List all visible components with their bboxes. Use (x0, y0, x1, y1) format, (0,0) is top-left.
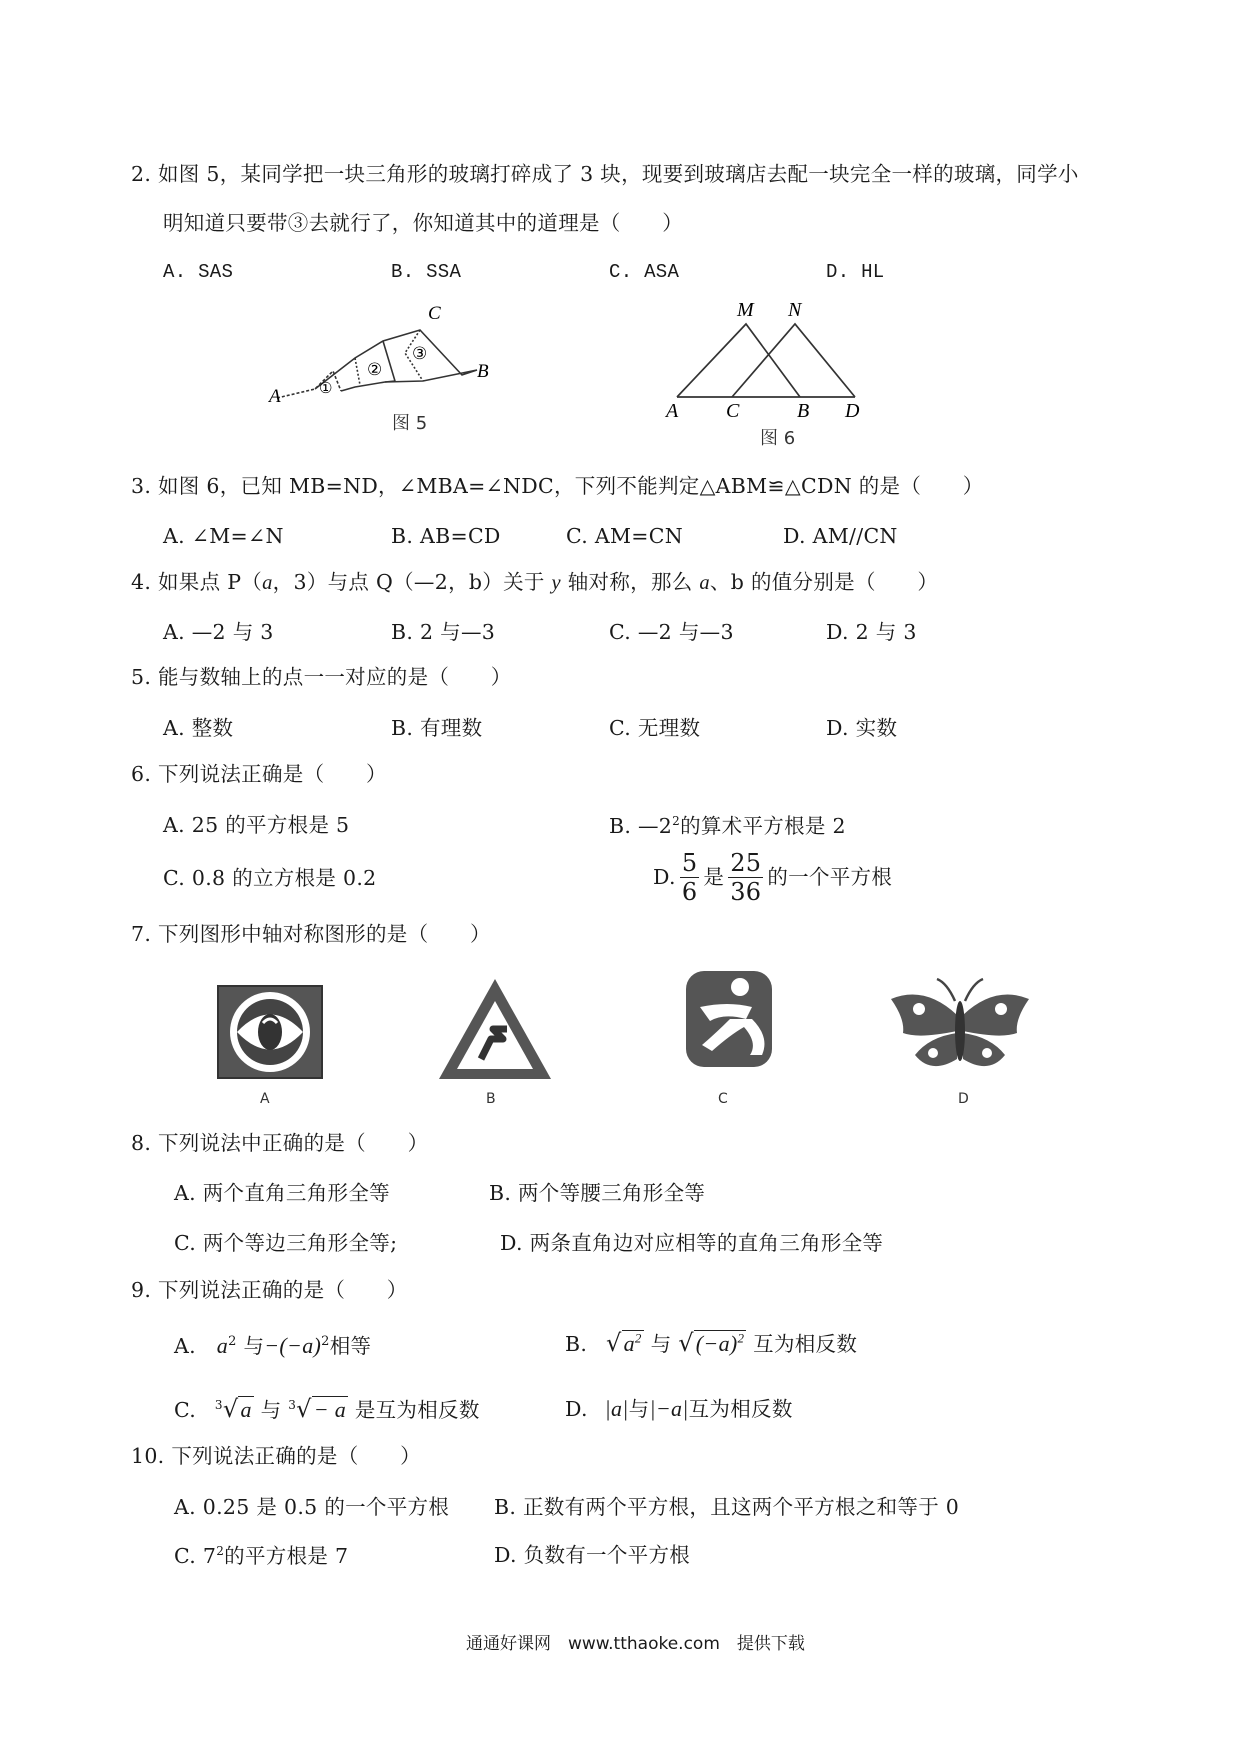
q5-stem: 5. 能与数轴上的点一一对应的是（ ） (131, 665, 512, 689)
q4-option-a: A. —2 与 3 (163, 620, 274, 644)
q10-c-pre: C. 7 (174, 1543, 217, 1568)
q9-b-sqrt2-sup: 2 (737, 1330, 745, 1346)
q6-option-b-pre: B. —2 (609, 813, 673, 838)
q4-stem (131, 572, 938, 594)
q9-b-sqrt1-a: a (623, 1331, 635, 1356)
q9-stem: 9. 下列说法正确的是（ ） (131, 1278, 408, 1302)
q2-option-b: B. SSA (391, 261, 462, 283)
fig5-caption: 图 5 (392, 413, 428, 434)
q8-option-b: B. 两个等腰三角形全等 (489, 1181, 706, 1205)
q9-option-a (174, 1335, 371, 1357)
q9-c-mid: 与 (260, 1398, 282, 1422)
q4-stem-part4: 、b 的值分别是（ ） (709, 570, 939, 594)
q6-option-a: A. 25 的平方根是 5 (163, 813, 350, 837)
fig6-label-d: D (845, 400, 860, 421)
q6-fraction-25-36 (728, 848, 763, 906)
q2-option-d: D. HL (826, 261, 885, 283)
q2-stem-line1: 2. 如图 5，某同学把一块三角形的玻璃打碎成了 3 块，现要到玻璃店去配一块完全一样的玻璃，同学小 (131, 162, 1079, 186)
fig6-caption: 图 6 (760, 428, 796, 449)
q9-c-root2: − a (313, 1397, 346, 1422)
q7-label-c: C (718, 1091, 728, 1107)
q7-label-b: B (486, 1091, 496, 1107)
q9-b-pre: B. (565, 1332, 588, 1356)
q6-option-d (653, 847, 892, 907)
q7-image-a-emblem (215, 983, 325, 1081)
q9-d-post: 互为相反数 (688, 1397, 793, 1421)
q9-b-sqrt1 (622, 1330, 644, 1356)
q4-stem-part1: 4. 如果点 P（ (131, 570, 263, 594)
q10-option-c (174, 1545, 348, 1566)
q6-frac2-den: 36 (730, 877, 762, 906)
q6-frac2-num: 25 (730, 848, 762, 877)
q7-image-c-emblem (680, 963, 780, 1073)
q3-option-d: D. AM//CN (783, 524, 898, 548)
q9-a-post: 相等 (329, 1334, 372, 1358)
q4-option-b: B. 2 与—3 (391, 620, 496, 644)
fig6-label-m: M (737, 299, 754, 321)
q8-stem: 8. 下列说法中正确的是（ ） (131, 1131, 429, 1155)
q9-c-index1: 3 (214, 1398, 223, 1413)
q8-option-a: A. 两个直角三角形全等 (174, 1181, 390, 1205)
figure-5-broken-triangle (255, 295, 505, 435)
q2-stem-line2: 明知道只要带③去就行了，你知道其中的道理是（ ） (163, 211, 683, 235)
q5-option-d: D. 实数 (826, 716, 898, 740)
q7-image-d-butterfly (885, 975, 1035, 1083)
q10-option-b: B. 正数有两个平方根，且这两个平方根之和等于 0 (494, 1495, 960, 1519)
q9-c-root1: a (240, 1397, 252, 1422)
fig5-piece-2: ② (367, 360, 383, 379)
q9-c-post: 是互为相反数 (354, 1398, 480, 1422)
fig6-label-b: B (797, 400, 810, 421)
figure-6-triangles (660, 296, 870, 421)
q2-option-c: C. ASA (609, 261, 680, 283)
q7-image-b-warning-sign (435, 975, 555, 1083)
fig5-label-a: A (269, 386, 281, 407)
fig5-label-b: B (477, 361, 489, 382)
q9-d-pre: D. (565, 1397, 588, 1421)
q4-var-a2: a (699, 572, 710, 594)
q10-c-post: 的平方根是 7 (224, 1543, 349, 1568)
fig6-label-a: A (666, 400, 679, 421)
q4-option-c: C. —2 与—3 (609, 620, 734, 644)
q8-option-c: C. 两个等边三角形全等; (174, 1231, 398, 1255)
q9-b-sqrt2 (694, 1330, 747, 1356)
q9-b-mid: 与 (650, 1332, 672, 1356)
q9-a-var: a (216, 1333, 229, 1358)
q4-stem-part3: 轴对称，那么 (560, 570, 700, 594)
q9-a-expr: −(−a) (264, 1333, 322, 1358)
q9-option-d (565, 1398, 793, 1420)
q9-b-sqrt2-expr: (−a) (695, 1331, 738, 1356)
q6-option-b (609, 815, 846, 836)
fig5-label-c: C (428, 303, 441, 324)
q4-var-a: a (262, 572, 273, 594)
q4-option-d: D. 2 与 3 (826, 620, 917, 644)
q6-option-b-post: 的算术平方根是 2 (680, 813, 846, 838)
q9-c-index2: 3 (288, 1398, 297, 1413)
fig5-piece-3: ③ (412, 344, 428, 363)
q6-stem: 6. 下列说法正确是（ ） (131, 762, 387, 786)
q9-c-pre: C. (174, 1398, 197, 1422)
q10-option-d: D. 负数有一个平方根 (494, 1543, 691, 1567)
q9-a-pre: A. (174, 1334, 196, 1358)
fig6-label-c: C (726, 400, 740, 421)
q9-b-post: 互为相反数 (753, 1332, 858, 1356)
q6-option-b-sup: 2 (672, 814, 681, 828)
q6-option-d-mid: 是 (703, 864, 725, 889)
q6-option-d-pre: D. (653, 864, 676, 889)
q10-stem: 10. 下列说法正确的是（ ） (131, 1444, 421, 1468)
q6-frac1-den: 6 (681, 877, 698, 906)
q9-option-b: B. $√a^2$ 与 $√(-a)^2$ 互为相反数 (565, 1329, 858, 1357)
q6-option-c: C. 0.8 的立方根是 0.2 (163, 866, 377, 890)
q9-a-sup2: 2 (321, 1334, 330, 1350)
fig5-piece-1: ① (319, 381, 333, 397)
q9-b-sqrt1-sup: 2 (634, 1330, 642, 1346)
q6-option-d-post: 的一个平方根 (767, 864, 893, 889)
q3-option-c: C. AM=CN (566, 524, 683, 548)
q9-option-c: C. $^3$√a 与 $^3$√− a 是互为相反数 (174, 1395, 480, 1423)
q9-d-abs-a: |a| (604, 1396, 629, 1421)
q3-option-b: B. AB=CD (391, 524, 501, 548)
q5-option-b: B. 有理数 (391, 716, 483, 740)
q9-a-mid: 与 (243, 1334, 265, 1358)
q9-a-sup1: 2 (228, 1334, 237, 1350)
q3-option-a: A. ∠M=∠N (163, 524, 284, 548)
q10-option-a: A. 0.25 是 0.5 的一个平方根 (174, 1495, 450, 1519)
q8-option-d: D. 两条直角边对应相等的直角三角形全等 (500, 1231, 884, 1255)
q6-frac1-num: 5 (681, 848, 698, 877)
q2-option-a: A. SAS (163, 261, 234, 283)
q6-fraction-5-6 (680, 848, 700, 906)
q10-c-sup: 2 (216, 1544, 225, 1558)
q4-stem-part2: ，3）与点 Q（—2，b）关于 (272, 570, 552, 594)
q3-stem: 3. 如图 6，已知 MB=ND，∠MBA=∠NDC，下列不能判定△ABM≌△CDN 的是（ ） (131, 474, 984, 498)
page-footer: 通通好课网 www.tthaoke.com 提供下载 (466, 1634, 805, 1654)
fig6-label-n: N (788, 299, 802, 321)
q7-label-a: A (260, 1091, 270, 1107)
q5-option-c: C. 无理数 (609, 716, 701, 740)
q7-label-d: D (958, 1091, 969, 1107)
q5-option-a: A. 整数 (163, 716, 234, 740)
q9-d-mid: 与 (628, 1397, 650, 1421)
q4-var-y: y (551, 572, 561, 594)
q7-stem: 7. 下列图形中轴对称图形的是（ ） (131, 922, 491, 946)
q9-d-abs-neg-a: |−a| (649, 1396, 689, 1421)
